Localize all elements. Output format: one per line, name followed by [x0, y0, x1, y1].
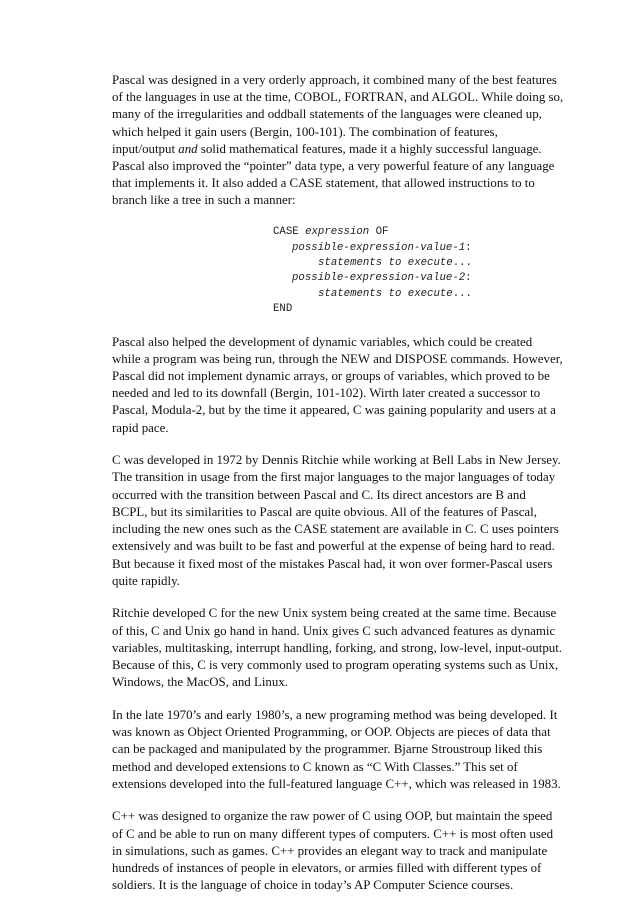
code-value: possible-expression-value-2 [292, 272, 466, 285]
paragraph-c-unix: Ritchie developed C for the new Unix system being created at the same time. Because of this, C and Unix go hand in hand. Unix gives C such advanced features as dynamic variables, multitasking, interrupt handling, forking, and strong, low-level, input-output. Because of this, C is very commonly used to program operating systems such as Unix, Windows, the MacOS, and Linux. [112, 606, 563, 690]
code-line-statements-1 [273, 256, 564, 271]
paragraph-cpp: C++ was designed to organize the raw power of C using OOP, but maintain the speed of C and be able to run on many different types of computers. C++ is most often used in simulations, such as games. C++ provides an elegant way to track and manipulate hundreds of instances of people in elevators, or armies filled with different types of soldiers. It is the language of choice in today’s AP Computer Science courses. [112, 809, 554, 893]
paragraph-dynamic-variables: Pascal also helped the development of dynamic variables, which could be created while a program was being run, through the NEW and DISPOSE commands. However, Pascal did not implement dynamic arrays, or groups of variables, which proved to be needed and led to its downfall (Bergin, 101-102). Wirth later created a successor to Pascal, Modula-2, but by the time it appeared, C was gaining popularity and users at a rapid pace. [112, 334, 563, 435]
code-line-value-1 [273, 241, 564, 256]
paragraph-oop: In the late 1970’s and early 1980’s, a new programing method was being developed. It was known as Object Oriented Programming, or OOP. Objects are pieces of data that can be packaged and manipulated by the programmer. Bjarne Stroustroup liked this method and developed extensions to C known as “C With Classes.” This set of extensions developed into the full-featured language C++, which was released in 1983. [112, 707, 561, 791]
code-keyword: OF [375, 226, 389, 239]
code-ellipsis: ... [452, 256, 472, 269]
paragraph-pascal-design [112, 72, 564, 210]
code-statements: statements to execute [318, 256, 453, 269]
paragraph-text: Pascal was designed in a very orderly approach, it combined many of the best features of the languages in use at the time, COBOL, FORTRAN, and ALGOL. While doing so, many of the irregularities and oddball statements of the languages were cleaned up, which helped it gain users (Bergin, 100-101). The combination of features, input/output [112, 73, 564, 156]
document-page [112, 72, 564, 910]
code-expression: expression [305, 226, 370, 239]
code-keyword: CASE [273, 226, 299, 239]
code-value: possible-expression-value-1 [292, 241, 466, 254]
code-line-statements-2 [273, 287, 564, 302]
code-line-end [273, 302, 564, 317]
code-line-value-2 [273, 271, 564, 286]
code-block-case-statement [112, 225, 564, 317]
code-statements: statements to execute [318, 287, 453, 300]
paragraph-text: solid mathematical features, made it a highly successful language. Pascal also improved the “pointer” data type, a very powerful feature of any language that implements it. It also added a CASE statement, that allowed instructions to to branch like a tree in such a manner: [112, 141, 555, 208]
code-ellipsis: ... [452, 287, 472, 300]
code-colon: : [465, 272, 472, 285]
paragraph-c-history: C was developed in 1972 by Dennis Ritchie while working at Bell Labs in New Jersey. The transition in usage from the first major languages to the major languages of today occurred with the transition between Pascal and C. Its direct ancestors are B and BCPL, but its similarities to Pascal are quite obvious. All of the features of Pascal, including the new ones such as the CASE statement are available in C. C uses pointers extensively and was built to be fast and powerful at the expense of being hard to read. But because it fixed most of the mistakes Pascal had, it won over former-Pascal users quite rapidly. [112, 453, 561, 588]
italic-word: and [178, 141, 198, 156]
code-keyword: END [273, 303, 293, 316]
code-colon: : [465, 241, 472, 254]
code-line-case [273, 225, 564, 240]
